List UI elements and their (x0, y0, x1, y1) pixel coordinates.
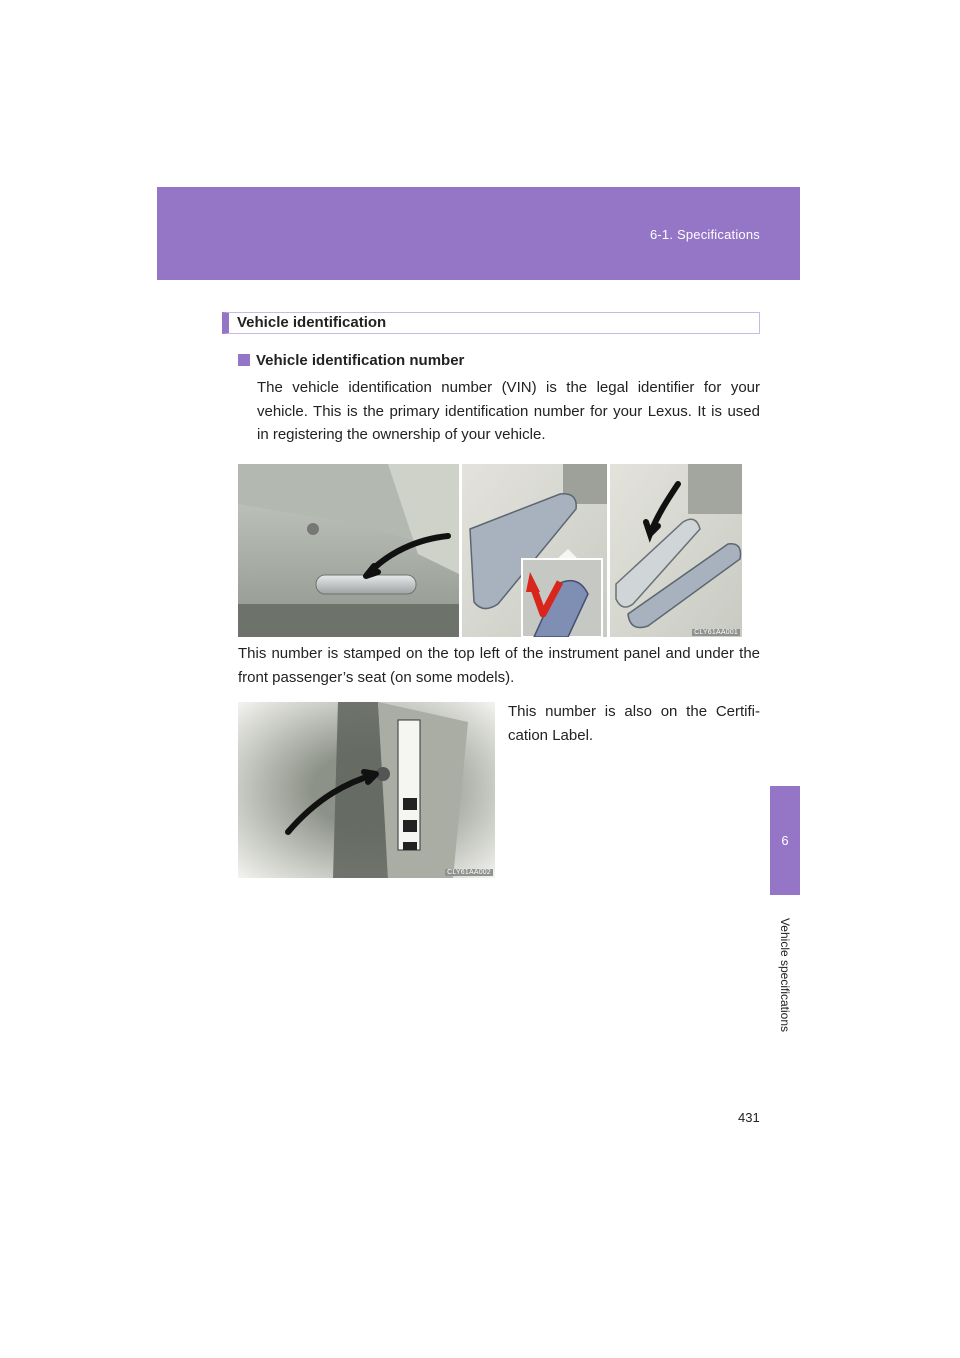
sub-heading-text: Vehicle identification number (256, 352, 465, 369)
vin-location-illustration (238, 464, 742, 637)
body-paragraph: This number is stamped on the top left of the instrument panel and under the front passenger’s seat (on some models). (238, 645, 760, 686)
sub-heading (238, 352, 464, 369)
page-header (157, 187, 800, 280)
chapter-label-container (770, 905, 800, 1045)
certification-label-figure (238, 702, 495, 878)
chapter-number: 6 (770, 786, 800, 895)
intro-paragraph: The vehicle identification number (VIN) is the legal identifier for your vehicle. This is the primary identification number for your Lexus. It is used in registering the ownership of your vehicle. (257, 379, 760, 443)
certification-label-illustration (238, 702, 495, 878)
figure-code: CLY61AA002 (447, 869, 491, 876)
vin-location-figure (238, 464, 742, 637)
figure-code: CLY61AA001 (694, 629, 738, 636)
section-heading: Vehicle identification (222, 312, 760, 334)
page-number: 431 (738, 1110, 760, 1125)
section-title: 6-1. Specifications (649, 227, 760, 242)
chapter-label: Vehicle specifications (778, 917, 793, 1033)
bullet-square-icon (238, 354, 250, 366)
label-note: This number is also on the Certifi-cation Label. (508, 703, 760, 744)
